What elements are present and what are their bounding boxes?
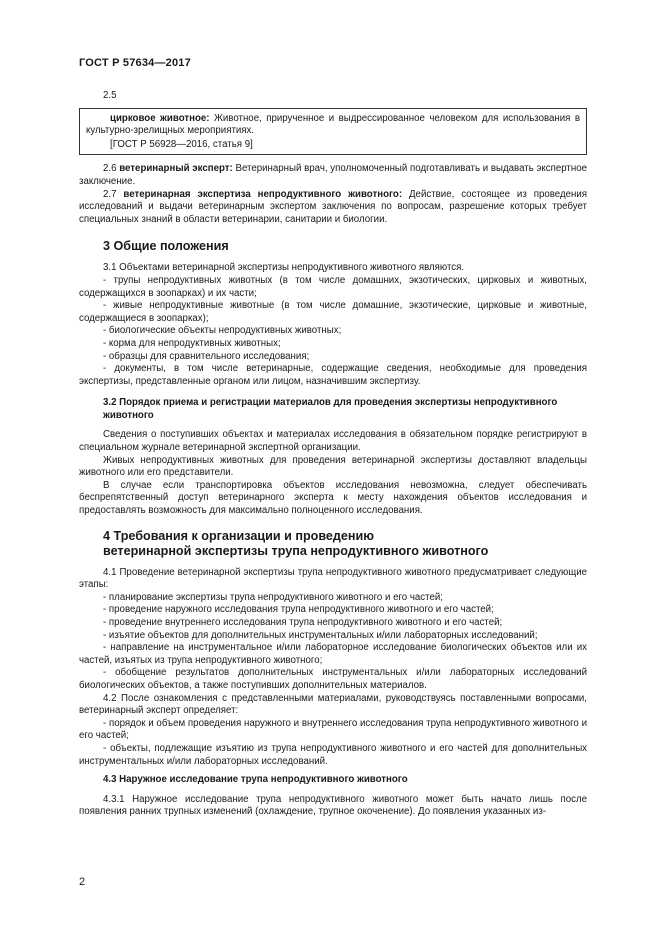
list-item: - обобщение результатов дополнительных инструментальных и/или лабораторных исследований биологических объектов, а также поступивших дополнительных материалов. [79,667,587,691]
page-content [79,84,587,819]
page-number: 2 [79,876,86,888]
section-4-heading [79,529,587,559]
list-item: - проведение наружного исследования трупа непродуктивного животного и его частей; [103,604,494,616]
subsection-3-2-heading: 3.2 Порядок приема и регистрации материалов для проведения экспертизы непродуктивного животного [103,397,558,421]
paragraph-4-2: 4.2 После ознакомления с представленными материалами, руководствуясь поставленными вопросами, ветеринарный эксперт определяет: [79,692,587,717]
term-2-6-term: ветеринарный эксперт: [119,163,233,175]
list-item: - трупы непродуктивных животных (в том числе домашних, экзотических, цирковых и животных, содержащихся в зоопарках) и их части; [79,274,587,299]
list-item: - объекты, подлежащие изъятию из трупа непродуктивного животного и его частей для дополнительных инструментальных и/или лабораторных исследований. [79,742,587,767]
list-item: - направление на инструментальное и/или лабораторное исследование биологических объектов или их частей, изъятых из трупа непродуктивного животного; [79,642,587,666]
term-2-5-number: 2.5 [103,90,117,101]
term-2-5-box [79,108,587,156]
list-item: - корма для непродуктивных животных; [103,337,281,349]
list-item: - планирование экспертизы трупа непродуктивного животного и его частей; [103,591,443,603]
term-2-5-term: цирковое животное: [110,112,210,124]
term-2-5-source: [ГОСТ Р 56928—2016, статья 9] [110,138,253,150]
list-item: - проведение внутреннего исследования трупа непродуктивного животного и его частей; [103,617,503,628]
standard-header: ГОСТ Р 57634—2017 [79,57,191,69]
list-item: - живые непродуктивные животные (в том числе домашние, экзотические, цирковые и животные, содержащиеся в зоопарках); [79,300,587,324]
term-2-6 [79,163,587,188]
term-2-7-text: Действие, состоящее из проведения исследований и выдачи ветеринарным экспертом заключения по вопросам, разрешение которых требует специальных знаний в области ветеринарии, санитарии и биологии. [79,188,587,225]
paragraph-4-1: 4.1 Проведение ветеринарной экспертизы трупа непродуктивного животного предусматривает следующие этапы: [79,566,587,591]
term-2-6-number: 2.6 [103,163,120,175]
term-2-5-definition [86,113,580,138]
section-4-heading-line2: ветеринарной экспертизы трупа непродуктивного животного [103,543,489,558]
list-item: - биологические объекты непродуктивных животных; [103,325,342,337]
paragraph: В случае если транспортировка объектов исследования невозможна, следует обеспечивать беспрепятственный доступ ветеринарного эксперта к месту нахождения объектов исследования и предоставлять возможность для максимально полноценного исследования. [79,479,587,517]
subsection-4-3-heading: 4.3 Наружное исследование трупа непродуктивного животного [103,774,408,786]
paragraph: Живых непродуктивных животных для проведения ветеринарной экспертизы доставляют владельцы животного или его представители. [79,454,587,479]
list-item: - изъятие объектов для дополнительных инструментальных и/или лабораторных исследований; [103,629,538,641]
term-2-7-number: 2.7 [103,188,124,200]
paragraph: Сведения о поступивших объектах и материалах исследования в обязательном порядке регистрируют в специальном журнале ветеринарной экспертной организации. [79,429,587,454]
list-item: - порядок и объем проведения наружного и внутреннего исследования трупа непродуктивного животного и его частей; [79,717,587,742]
term-2-5-text: Животное, прирученное и выдрессированное человеком для использования в культурно-зрелищных мероприятиях. [86,112,580,137]
paragraph-3-1: 3.1 Объектами ветеринарной экспертизы непродуктивного животного являются. [103,262,465,274]
section-4-heading-line1: 4 Требования к организации и проведению [103,528,375,543]
list-item: - документы, в том числе ветеринарные, содержащие сведения, необходимые для проведения экспертизы, представленные органом или лицом, назначившим экспертизу. [79,363,587,387]
paragraph-4-3-1: 4.3.1 Наружное исследование трупа непродуктивного животного может быть начато лишь после появления ранних трупных изменений (охлаждение, трупное окоченение). До появления указанных из- [79,793,587,818]
section-3-heading: 3 Общие положения [103,239,229,254]
term-2-7 [79,189,587,227]
term-2-6-text: Ветеринарный врач, уполномоченный подготавливать и выдавать экспертное заключение. [79,163,587,187]
list-item: - образцы для сравнительного исследования; [103,350,310,362]
term-2-7-term: ветеринарная экспертиза непродуктивного животного: [123,188,403,200]
